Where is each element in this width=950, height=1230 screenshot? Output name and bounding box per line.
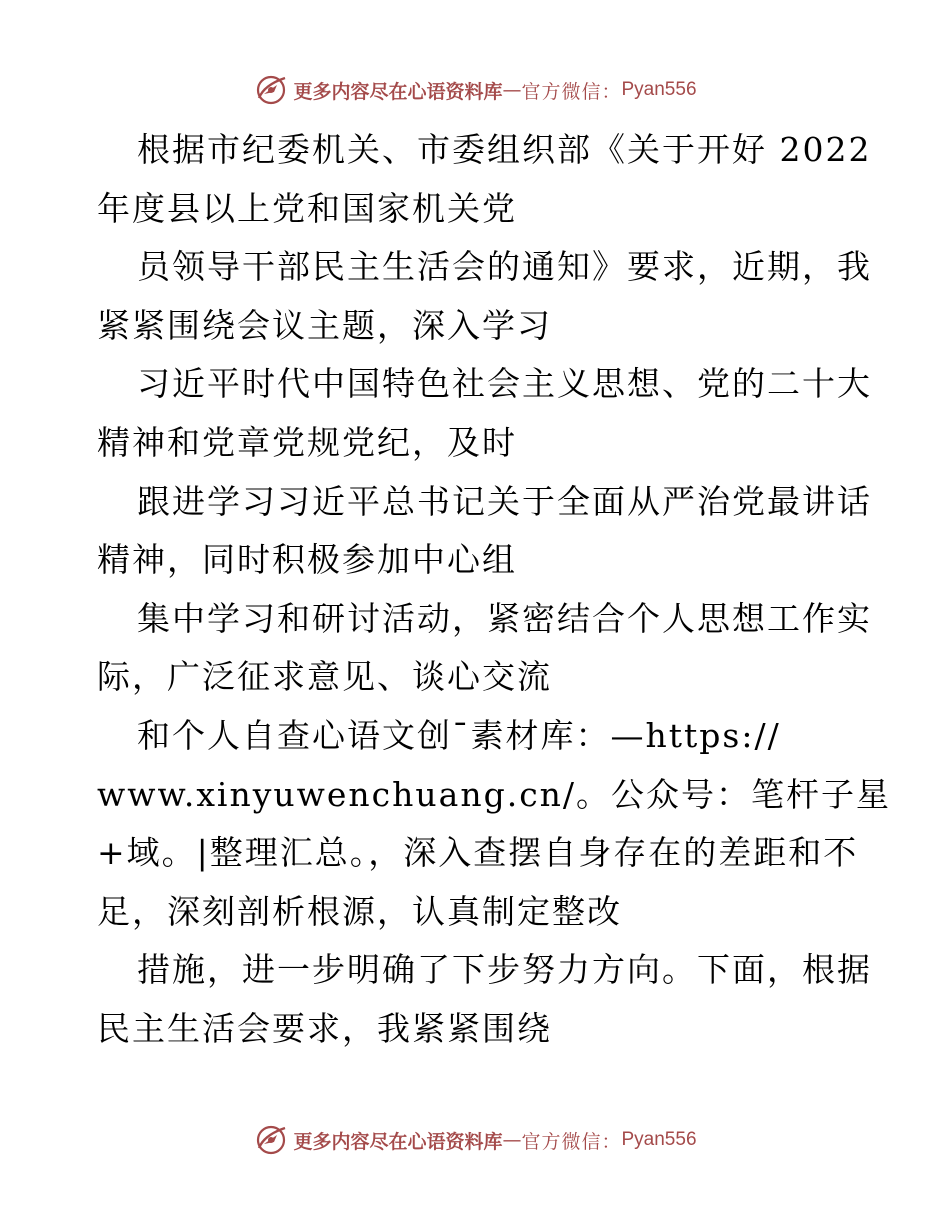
document-body — [97, 121, 892, 1059]
banner-wechat-label: 官方微信： — [521, 1130, 622, 1153]
text-line: 民主生活会要求，我紧紧围绕 — [97, 1008, 552, 1048]
footer-banner — [0, 1120, 950, 1160]
pen-circle-logo-icon — [253, 72, 289, 108]
banner-wechat-handle: Pyan556 — [621, 1129, 697, 1150]
text-line: 跟进学习习近平总书记关于全面从严治党最讲话 — [137, 481, 872, 521]
text-line: 根据市纪委机关、市委组织部《关于开好 2022 — [137, 130, 872, 169]
banner-dash: — — [502, 79, 522, 101]
text-line: 集中学习和研讨活动，紧密结合个人思想工作实 — [137, 598, 872, 638]
text-line: 年度县以上党和国家机关党 — [97, 188, 517, 228]
banner-brand-text: 更多内容尽在心语资料库 — [293, 1130, 503, 1153]
banner-brand-text: 更多内容尽在心语资料库 — [293, 80, 503, 103]
text-line: 精神和党章党规党纪，及时 — [97, 422, 517, 462]
text-line: 和个人自查心语文创¯素材库：—https:// — [137, 715, 781, 755]
text-line: 精神，同时积极参加中心组 — [97, 540, 517, 580]
banner-wechat-handle: Pyan556 — [621, 79, 697, 100]
banner-wechat-label: 官方微信： — [521, 80, 622, 103]
text-line: www.xinyuwenchuang.cn/。公众号：笔杆子星 — [97, 774, 892, 814]
text-line: 习近平时代中国特色社会主义思想、党的二十大 — [137, 364, 872, 404]
text-line: 员领导干部民主生活会的通知》要求，近期，我 — [137, 247, 872, 287]
banner-dash: — — [502, 1129, 522, 1151]
text-line: 际，广泛征求意见、谈心交流 — [97, 657, 552, 697]
text-line: 紧紧围绕会议主题，深入学习 — [97, 305, 552, 345]
text-line: 措施，进一步明确了下步努力方向。下面，根据 — [137, 950, 872, 990]
pen-circle-logo-icon — [253, 1122, 289, 1158]
text-line: 足，深刻剖析根源，认真制定整改 — [97, 891, 622, 931]
text-line: +域。|整理汇总。，深入查摆自身存在的差距和不 — [97, 833, 859, 873]
header-banner — [0, 70, 950, 110]
